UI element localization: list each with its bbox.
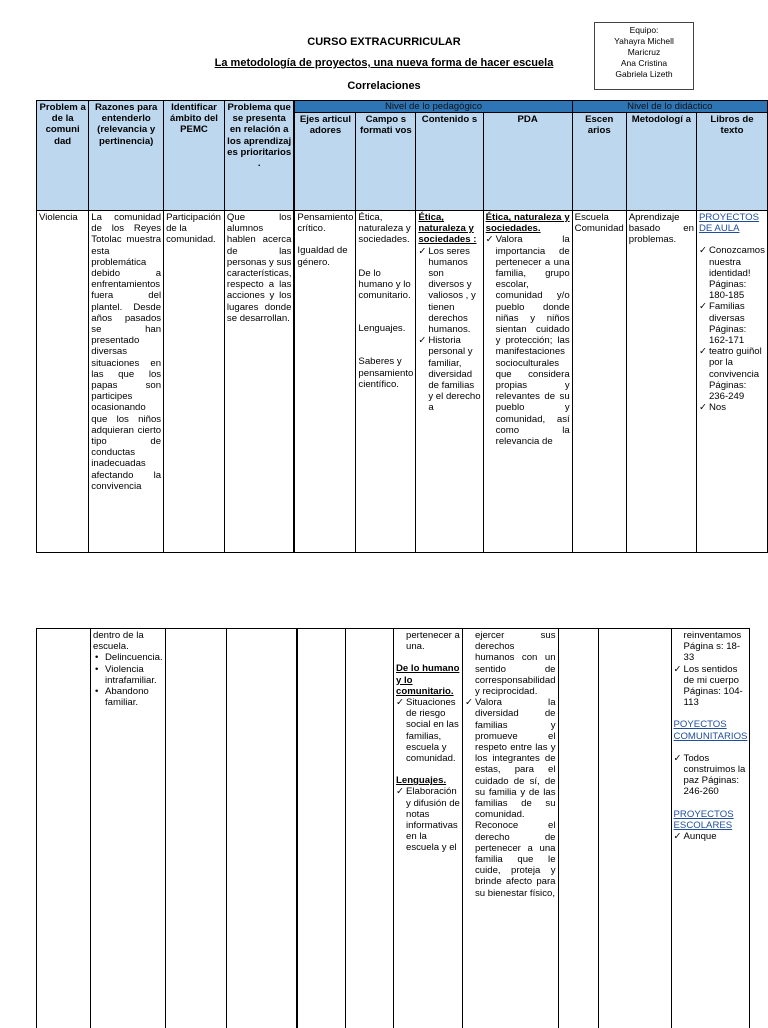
team-box: [594, 22, 694, 90]
team-member: Maricruz: [595, 47, 693, 58]
cell-contenidos: [416, 211, 483, 553]
cell-razones-cont: [91, 629, 166, 1028]
page-gap: [0, 576, 768, 628]
cell-problema-cont: [37, 629, 91, 1028]
cell-pda-cont: [463, 629, 559, 1028]
contenidos-continuation: pertenecer a una.: [396, 630, 460, 652]
cell-campos-cont: [346, 629, 394, 1028]
campo-item: De lo humano y lo comunitario.: [358, 268, 413, 302]
cell-ejes-cont: [297, 629, 346, 1028]
group-header-pedagogico: Nivel de lo pedagógico: [294, 101, 572, 113]
cell-ambito: Participación de la comunidad.: [164, 211, 225, 553]
contenido-item: ✓ Historia personal y familiar, diversidad de familias y el derecho a: [418, 335, 480, 413]
campo-item: Lenguajes.: [358, 323, 413, 334]
contenidos-heading: Lenguajes.: [396, 775, 460, 786]
cell-problema: Violencia: [37, 211, 89, 553]
libros-heading-link[interactable]: PROYECTOS DE AULA: [699, 212, 765, 234]
libros-heading-link[interactable]: PROYECTOS ESCOLARES: [674, 809, 748, 831]
libros-continuation: reinventamos Página s: 18-33: [674, 630, 748, 664]
razon-item: • Abandono familiar.: [93, 686, 163, 708]
cell-metodologia-cont: [598, 629, 671, 1028]
col-header-pda: PDA: [483, 113, 572, 211]
team-member: Ana Cristina: [595, 58, 693, 69]
correlation-table-continued: [36, 628, 750, 1028]
contenidos-heading: Ética, naturaleza y sociedades :: [418, 212, 480, 246]
eje-item: Igualdad de género.: [297, 245, 353, 267]
razon-item: • Violencia intrafamiliar.: [93, 664, 163, 686]
contenido-item: ✓ Situaciones de riesgo social en las familias, escuela y comunidad.: [396, 697, 460, 764]
libro-item: ✓ Familias diversas Páginas: 162-171: [699, 301, 765, 346]
contenido-item: ✓ Los seres humanos son diversos y valiosos , y tienen derechos humanos.: [418, 246, 480, 336]
col-header-razones: Razones para entenderlo (relevancia y pertinencia): [89, 101, 164, 211]
razones-continuation: dentro de la escuela.: [93, 630, 163, 652]
cell-ambito-cont: [166, 629, 227, 1028]
libro-item: ✓ Aunque: [674, 831, 748, 842]
team-member: Yahayra Michell: [595, 36, 693, 47]
team-member: Gabriela Lizeth: [595, 69, 693, 80]
col-header-metodologia: Metodologí a: [626, 113, 696, 211]
razon-item: • Delincuencia.: [93, 652, 163, 663]
col-header-problema: Problem a de la comuni dad: [37, 101, 89, 211]
document-page-2: [0, 628, 768, 1028]
section-title: Correlaciones: [0, 80, 768, 92]
cell-problema-aprendizaje-cont: [227, 629, 297, 1028]
cell-pda: [483, 211, 572, 553]
cell-razones: La comunidad de los Reyes Totolac muestra esta problemática debido a enfrentamientos fuera del plantel. Desde años pasados se han presentado diversas situaciones en las que los papas son participes ocasionando que los niños adquieran cierto tipo de conductas inadecuadas afectando la convivencia: [89, 211, 164, 553]
col-header-ambito: Identificar ámbito del PEMC: [164, 101, 225, 211]
team-label: Equipo:: [595, 25, 693, 36]
cell-libros-cont: [671, 629, 750, 1028]
cell-libros: [696, 211, 767, 553]
col-header-contenidos: Contenido s: [416, 113, 483, 211]
campo-item: Saberes y pensamiento científico.: [358, 356, 413, 390]
document-title: CURSO EXTRACURRICULAR: [0, 36, 768, 48]
document-subtitle: La metodología de proyectos, una nueva forma de hacer escuela: [0, 57, 768, 69]
col-header-libros: Libros de texto: [696, 113, 767, 211]
cell-escenarios-cont: [558, 629, 598, 1028]
cell-ejes: [294, 211, 356, 553]
pda-item: ✓ Valora la importancia de pertenecer a una familia, grupo escolar, comunidad y/o pueblo donde niñas y niños sientan cuidado y protección; las manifestaciones socioculturales que considera propias y relevantes de su pueblo y comunidad, así como la relevancia de: [486, 234, 570, 447]
libro-item: ✓ Los sentidos de mi cuerpo Páginas: 104-113: [674, 664, 748, 709]
libro-item: ✓ Todos construimos la paz Páginas: 246-260: [674, 753, 748, 798]
cell-problema-aprendizaje: Que los alumnos hablen acerca de las personas y sus características, respecto a las acciones y los lugares donde se desarrollan.: [224, 211, 294, 553]
pda-heading: Ética, naturaleza y sociedades.: [486, 212, 570, 234]
eje-item: Pensamiento crítico.: [297, 212, 353, 234]
pda-continuation: ejercer sus derechos humanos con un sentido de corresponsabilidad y reciprocidad.: [465, 630, 556, 697]
contenido-item: ✓ Elaboración y difusión de notas informativas en la escuela y el: [396, 786, 460, 853]
group-header-didactico: Nivel de lo didáctico: [572, 101, 767, 113]
col-header-problema-aprendizaje: Problema que se presenta en relación a los aprendizaj es prioritarios .: [224, 101, 294, 211]
libro-item: ✓ Nos: [699, 402, 765, 413]
col-header-ejes: Ejes articul adores: [294, 113, 356, 211]
cell-contenidos-cont: [394, 629, 463, 1028]
contenidos-heading: De lo humano y lo comunitario.: [396, 663, 460, 697]
libro-item: ✓ Conozcamos nuestra identidad! Páginas: 180-185: [699, 245, 765, 301]
libros-heading-link[interactable]: POYECTOS COMUNITARIOS: [674, 719, 748, 741]
campo-item: Ética, naturaleza y sociedades.: [358, 212, 413, 246]
cell-metodologia: Aprendizaje basado en problemas.: [626, 211, 696, 553]
cell-escenarios: Escuela Comunidad: [572, 211, 626, 553]
pda-item: ✓ Valora la diversidad de familias y promueve el respeto entre las y los integrantes de estas, para el cuidado de sí, de su familia y de las familias de su comunidad. Reconoce el derecho de pertenecer a una familia que le cuide, proteja y brinde afecto para su bienestar físico,: [465, 697, 556, 899]
col-header-campos: Campo s formati vos: [356, 113, 416, 211]
libro-item: ✓ teatro guiñol por la convivencia Páginas: 236-249: [699, 346, 765, 402]
col-header-escenarios: Escen arios: [572, 113, 626, 211]
correlation-table: [36, 100, 768, 553]
cell-campos: [356, 211, 416, 553]
